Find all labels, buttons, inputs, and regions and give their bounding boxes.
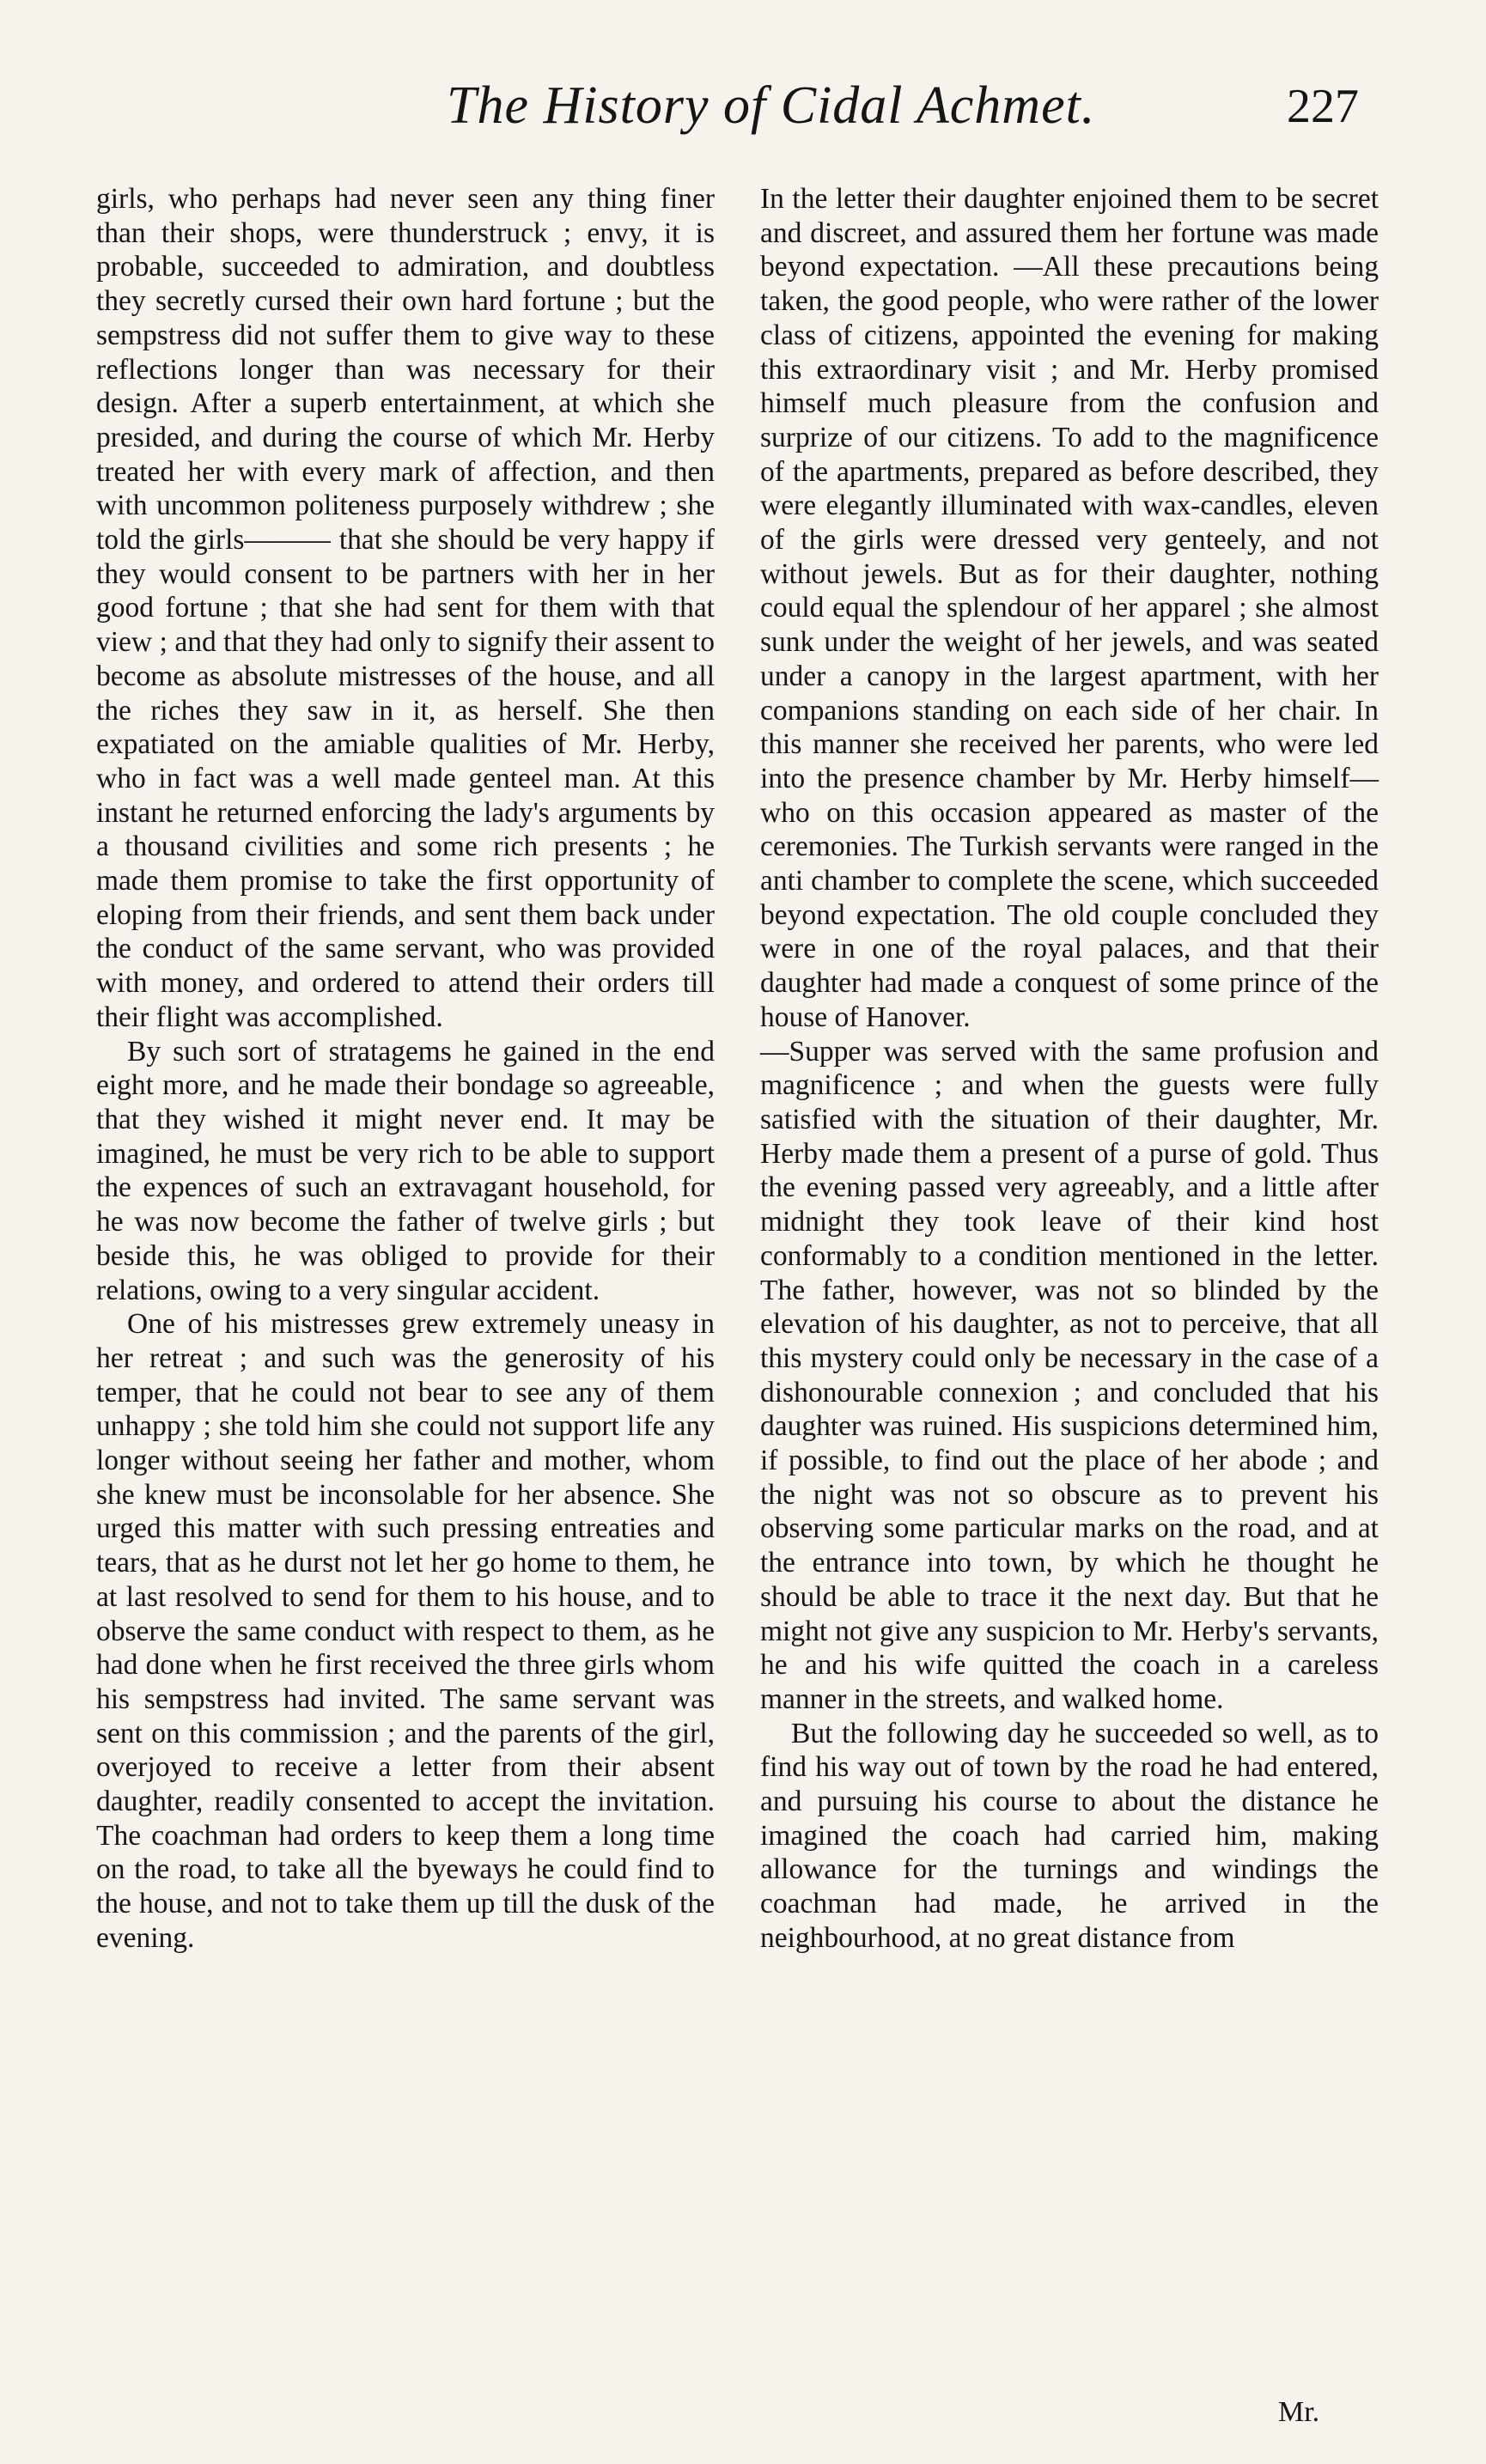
running-title: The History of Cidal Achmet. (447, 76, 1096, 135)
catchword: Mr. (1278, 2396, 1320, 2428)
paragraph: But the following day he succeeded so well, as to find his way out of town by the road he had entered, and pursuing his course to about the distance he imagined the coach had carried him, making allowance for the turnings and windings the coachman had made, he arrived in the neighbourhood, at no great distance from (760, 1717, 1379, 1954)
page-number: 227 (1287, 80, 1359, 133)
right-column (760, 182, 1379, 1956)
paragraph: girls, who perhaps had never seen any thing finer than their shops, were thunderstruck ; envy, it is probable, succeeded to admiration, and doubtless they secretly cursed their own hard fortune ; but the sempstress did not suffer them to give way to these reflections longer than was necessary for their design. After a superb entertainment, at which she presided, and during the course of which Mr. Herby treated her with every mark of affection, and then with uncommon politeness purposely withdrew ; she told the girls——— that she should be very happy if they would consent to be partners with her in her good fortune ; that she had sent for them with that view ; and that they had only to signify their assent to become as absolute mistresses of the house, and all the riches they saw in it, as herself. She then expatiated on the amiable qualities of Mr. Herby, who in fact was a well made genteel man. At this instant he returned enforcing the lady's arguments by a thousand civilities and some rich presents ; he made them promise to take the first opportunity of eloping from their friends, and sent them back under the conduct of the same servant, who was provided with money, and ordered to attend their orders till their flight was accomplished. (96, 183, 715, 1033)
paragraph: —Supper was served with the same profusion and magnificence ; and when the guests were fully satisfied with the situation of their daughter, Mr. Herby made them a present of a purse of gold. Thus the evening passed very agreeably, and a little after midnight they took leave of their kind host conformably to a condition mentioned in the letter. The father, however, was not so blinded by the elevation of his daughter, as not to perceive, that all this mystery could only be necessary in the case of a dishonourable connexion ; and concluded that his daughter was ruined. His suspicions determined him, if possible, to find out the place of her abode ; and the night was not so obscure as to prevent his observing some particular marks on the road, and at the entrance into town, by which he thought he should be able to trace it the next day. But that he might not give any suspicion to Mr. Herby's servants, he and his wife quitted the coach in a careless manner in the streets, and walked home. (760, 1035, 1379, 1715)
paragraph: In the letter their daughter enjoined them to be secret and discreet, and assured them her fortune was made beyond expectation. —All these precautions being taken, the good people, who were rather of the lower class of citizens, appointed the evening for making this extraordinary visit ; and Mr. Herby promised himself much pleasure from the confusion and surprize of our citizens. To add to the magnificence of the apartments, prepared as before described, they were elegantly illuminated with wax-candles, eleven of the girls were dressed very genteely, and not without jewels. But as for their daughter, nothing could equal the splendour of her apparel ; she almost sunk under the weight of her jewels, and was seated under a canopy in the largest apartment, with her companions standing on each side of her chair. In this manner she received her parents, who were led into the presence chamber by Mr. Herby himself—who on this occasion appeared as master of the ceremonies. The Turkish servants were ranged in the anti chamber to complete the scene, which succeeded beyond expectation. The old couple concluded they were in one of the royal palaces, and that their daughter had made a conquest of some prince of the house of Hanover. (760, 183, 1379, 1033)
paragraph: By such sort of stratagems he gained in the end eight more, and he made their bondage so agreeable, that they wished it might never end. It may be imagined, he must be very rich to be able to support the expences of such an extravagant household, for he was now become the father of twelve girls ; but beside this, he was obliged to provide for their relations, owing to a very singular accident. (96, 1035, 715, 1306)
left-column (96, 182, 715, 1956)
page-header (0, 76, 1486, 153)
paragraph: One of his mistresses grew extremely uneasy in her retreat ; and such was the generosity of his temper, that he could not bear to see any of them unhappy ; she told him she could not support life any longer without seeing her father and mother, whom she knew must be inconsolable for her absence. She urged this matter with such pressing entreaties and tears, that as he durst not let her go home to them, he at last resolved to send for them to his house, and to observe the same conduct with respect to them, as he had done when he first received the three girls whom his sempstress had invited. The same servant was sent on this commission ; and the parents of the girl, overjoyed to receive a letter from their absent daughter, readily consented to accept the invitation. The coachman had orders to keep them a long time on the road, to take all the byeways he could find to the house, and not to take them up till the dusk of the evening. (96, 1308, 715, 1954)
